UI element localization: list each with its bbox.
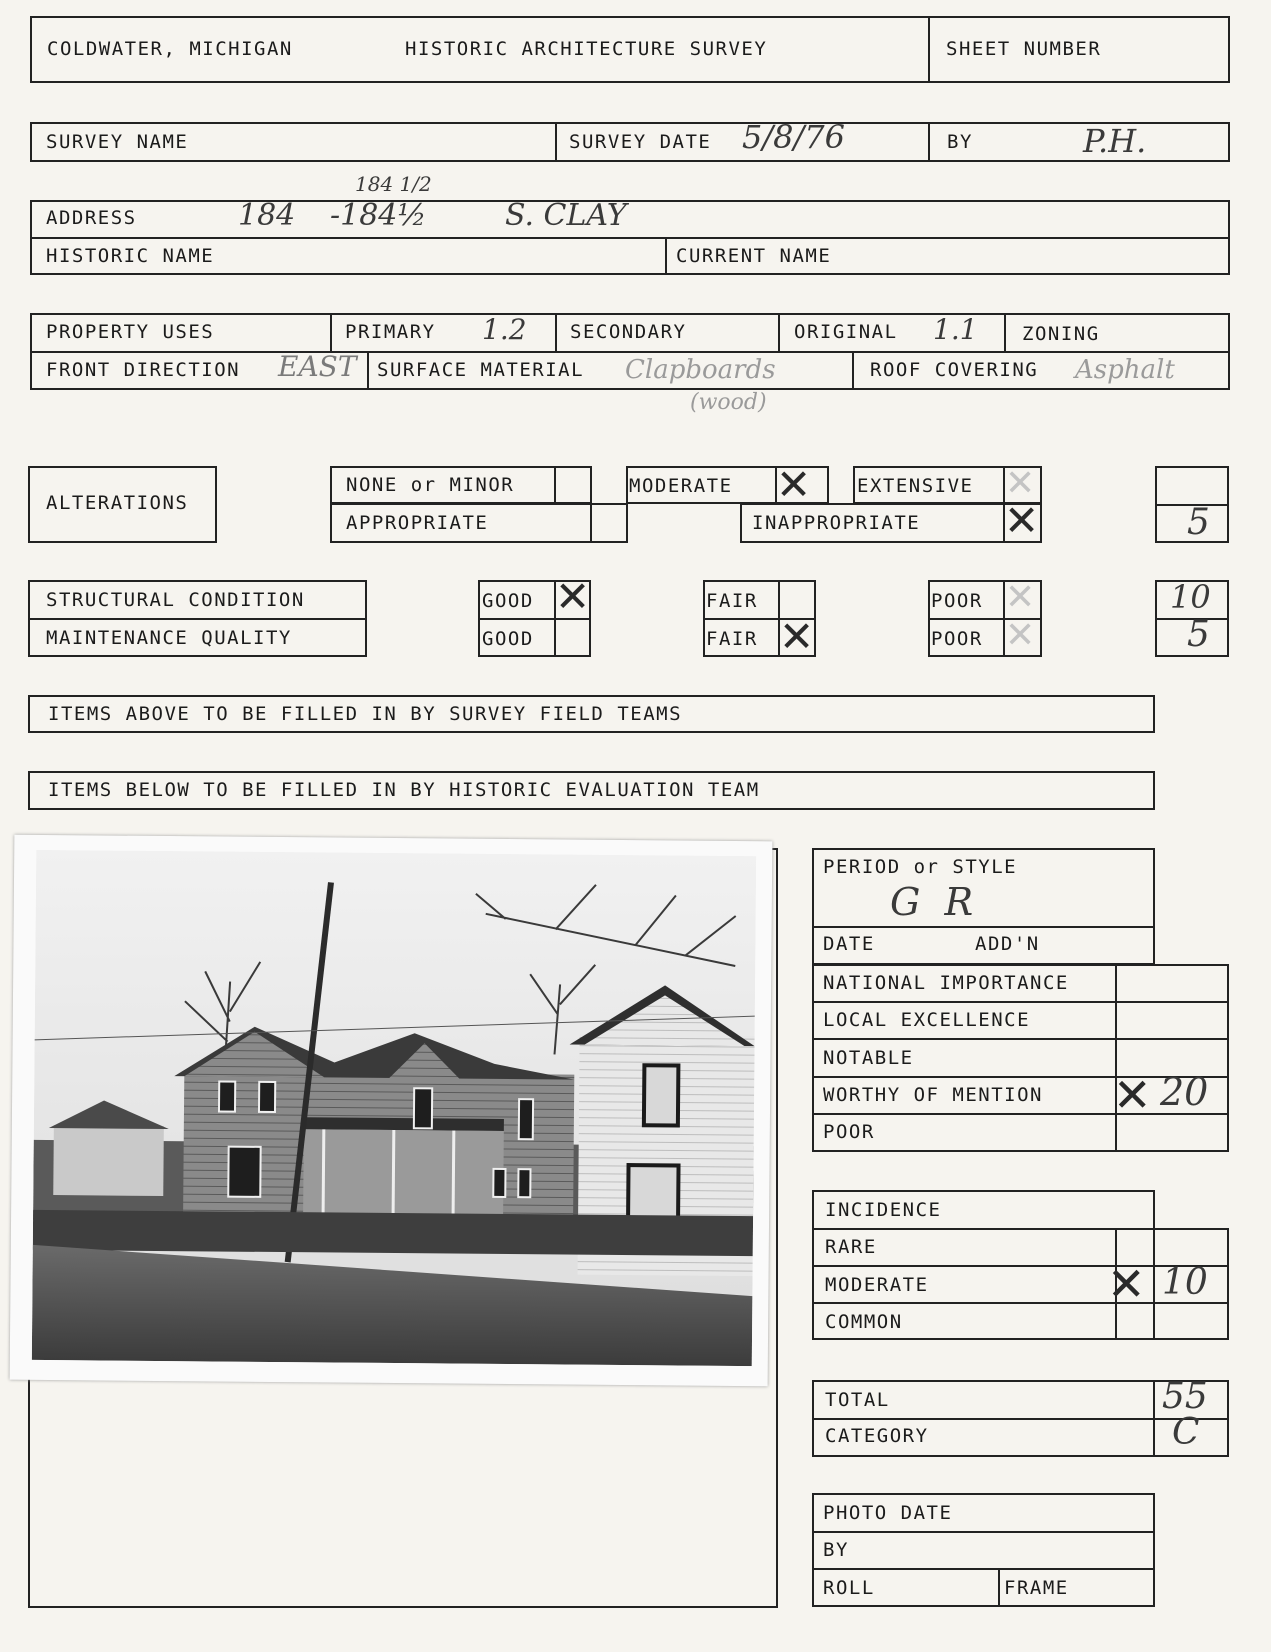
lawn [33, 1210, 753, 1256]
maintenance-good-label: GOOD [482, 628, 534, 650]
porch-shadow [303, 1129, 504, 1221]
structural-fair-label: FAIR [706, 590, 758, 612]
surface-material-note: (wood) [690, 390, 767, 415]
importance-line-2 [812, 1038, 1229, 1040]
total-label: TOTAL [825, 1389, 890, 1411]
current-name-label: CURRENT NAME [676, 245, 832, 267]
importance-line-1 [812, 1001, 1229, 1003]
address-number: 184 [238, 198, 296, 233]
incidence-label: INCIDENCE [825, 1199, 942, 1221]
total-value: 55 [1162, 1376, 1208, 1417]
evaluation-team-note: ITEMS BELOW TO BE FILLED IN BY HISTORIC EVALUATION TEAM [48, 779, 760, 801]
appropriate-label: APPROPRIATE [346, 512, 489, 534]
local-excellence-label: LOCAL EXCELLENCE [823, 1009, 1031, 1031]
structural-good-x-mark: ✕ [555, 572, 591, 621]
date-label: DATE [823, 933, 875, 955]
incidence-moderate-label: MODERATE [825, 1274, 929, 1296]
property-divider-6 [852, 351, 854, 390]
field-teams-note: ITEMS ABOVE TO BE FILLED IN BY SURVEY FIELD TEAMS [48, 703, 683, 725]
incidence-line-1 [812, 1228, 1229, 1230]
photo-info-line-1 [812, 1531, 1155, 1533]
surface-material-value: Clapboards [625, 355, 776, 385]
address-divider [665, 237, 667, 275]
property-divider-4 [1004, 313, 1006, 351]
address-alt-top: 184 1/2 [355, 172, 432, 196]
header-divider [928, 16, 930, 83]
none-minor-check-divider [554, 466, 556, 504]
structural-score: 10 [1170, 578, 1211, 616]
maintenance-fair-label: FAIR [706, 628, 758, 650]
property-uses-label: PROPERTY USES [46, 321, 215, 343]
historic-name-label: HISTORIC NAME [46, 245, 215, 267]
inappropriate-label: INAPPROPRIATE [752, 512, 921, 534]
appropriate-check-divider [590, 503, 592, 543]
survey-divider-1 [555, 122, 557, 162]
inappropriate-x-mark: ✕ [1004, 496, 1040, 545]
property-divider-2 [555, 313, 557, 351]
surface-material-label: SURFACE MATERIAL [377, 359, 585, 381]
total-divider [1153, 1380, 1155, 1457]
roll-label: ROLL [823, 1577, 875, 1599]
maintenance-fair-x-mark: ✕ [779, 612, 815, 661]
property-divider-3 [778, 313, 780, 351]
incidence-moderate-score: 10 [1162, 1262, 1208, 1303]
address-label: ADDRESS [46, 207, 137, 229]
period-style-value: G R [890, 880, 974, 924]
frame-label: FRAME [1004, 1577, 1069, 1599]
secondary-label: SECONDARY [570, 321, 687, 343]
property-divider-1 [330, 313, 332, 351]
national-importance-label: NATIONAL IMPORTANCE [823, 972, 1069, 994]
roof-covering-value: Asphalt [1075, 355, 1175, 385]
survey-by-label: BY [947, 131, 973, 153]
condition-label-line [28, 618, 367, 620]
porch-roof [304, 1117, 504, 1131]
category-label: CATEGORY [825, 1425, 929, 1447]
maintenance-score: 5 [1187, 614, 1210, 655]
maintenance-quality-label: MAINTENANCE QUALITY [46, 627, 292, 649]
survey-name-label: SURVEY NAME [46, 131, 189, 153]
structural-good-label: GOOD [482, 590, 534, 612]
survey-title: HISTORIC ARCHITECTURE SURVEY [405, 38, 768, 60]
photo-info-divider [998, 1568, 1000, 1607]
notable-label: NOTABLE [823, 1047, 914, 1069]
survey-date-value: 5/8/76 [742, 118, 845, 156]
incidence-moderate-x-mark: ✕ [1107, 1257, 1146, 1311]
survey-date-label: SURVEY DATE [569, 131, 712, 153]
address-row-line [30, 237, 1230, 239]
period-style-label: PERIOD or STYLE [823, 856, 1018, 878]
primary-label: PRIMARY [345, 321, 436, 343]
property-divider-5 [367, 351, 369, 390]
sheet-number-label: SHEET NUMBER [946, 38, 1102, 60]
city-label: COLDWATER, MICHIGAN [47, 38, 293, 60]
importance-poor-label: POOR [823, 1121, 875, 1143]
common-label: COMMON [825, 1311, 903, 1333]
photo-date-label: PHOTO DATE [823, 1502, 953, 1524]
moderate-x-mark: ✕ [776, 460, 812, 509]
survey-by-value: P.H. [1083, 122, 1147, 160]
incidence-right-edge [1227, 1228, 1229, 1340]
front-direction-value: EAST [278, 350, 357, 383]
photo-info-line-2 [812, 1568, 1155, 1570]
worthy-of-mention-label: WORTHY OF MENTION [823, 1084, 1043, 1106]
total-line [812, 1418, 1229, 1420]
house-photo-image [32, 850, 756, 1366]
house-photo [10, 835, 773, 1387]
extensive-label: EXTENSIVE [857, 475, 974, 497]
none-minor-label: NONE or MINOR [346, 474, 515, 496]
property-row-line [30, 351, 1230, 353]
extensive-x-mark: ✕ [1005, 463, 1036, 504]
structural-poor-label: POOR [931, 590, 983, 612]
rare-label: RARE [825, 1236, 877, 1258]
photo-by-label: BY [823, 1539, 849, 1561]
address-dash-value: -184½ [330, 198, 427, 233]
primary-value: 1.2 [482, 313, 527, 346]
zoning-label: ZONING [1022, 323, 1100, 345]
alterations-score: 5 [1187, 502, 1210, 543]
category-value: C [1172, 1412, 1200, 1453]
address-street: S. CLAY [505, 198, 627, 233]
incidence-line-4 [1153, 1338, 1229, 1340]
original-value: 1.1 [933, 313, 978, 346]
alterations-label: ALTERATIONS [46, 492, 189, 514]
structural-poor-x-mark: ✕ [1005, 577, 1036, 618]
period-style-line [812, 926, 1155, 928]
worthy-score: 20 [1160, 1070, 1209, 1114]
addn-label: ADD'N [975, 933, 1040, 955]
maintenance-poor-x-mark: ✕ [1005, 615, 1036, 656]
maintenance-poor-label: POOR [931, 628, 983, 650]
survey-divider-2 [928, 122, 930, 162]
outbuilding [53, 1125, 164, 1196]
original-label: ORIGINAL [794, 321, 898, 343]
worthy-x-mark: ✕ [1113, 1068, 1152, 1122]
front-direction-label: FRONT DIRECTION [46, 359, 241, 381]
moderate-label: MODERATE [629, 475, 733, 497]
importance-check-divider [1115, 964, 1117, 1152]
roof-covering-label: ROOF COVERING [870, 359, 1039, 381]
structural-condition-label: STRUCTURAL CONDITION [46, 589, 305, 611]
